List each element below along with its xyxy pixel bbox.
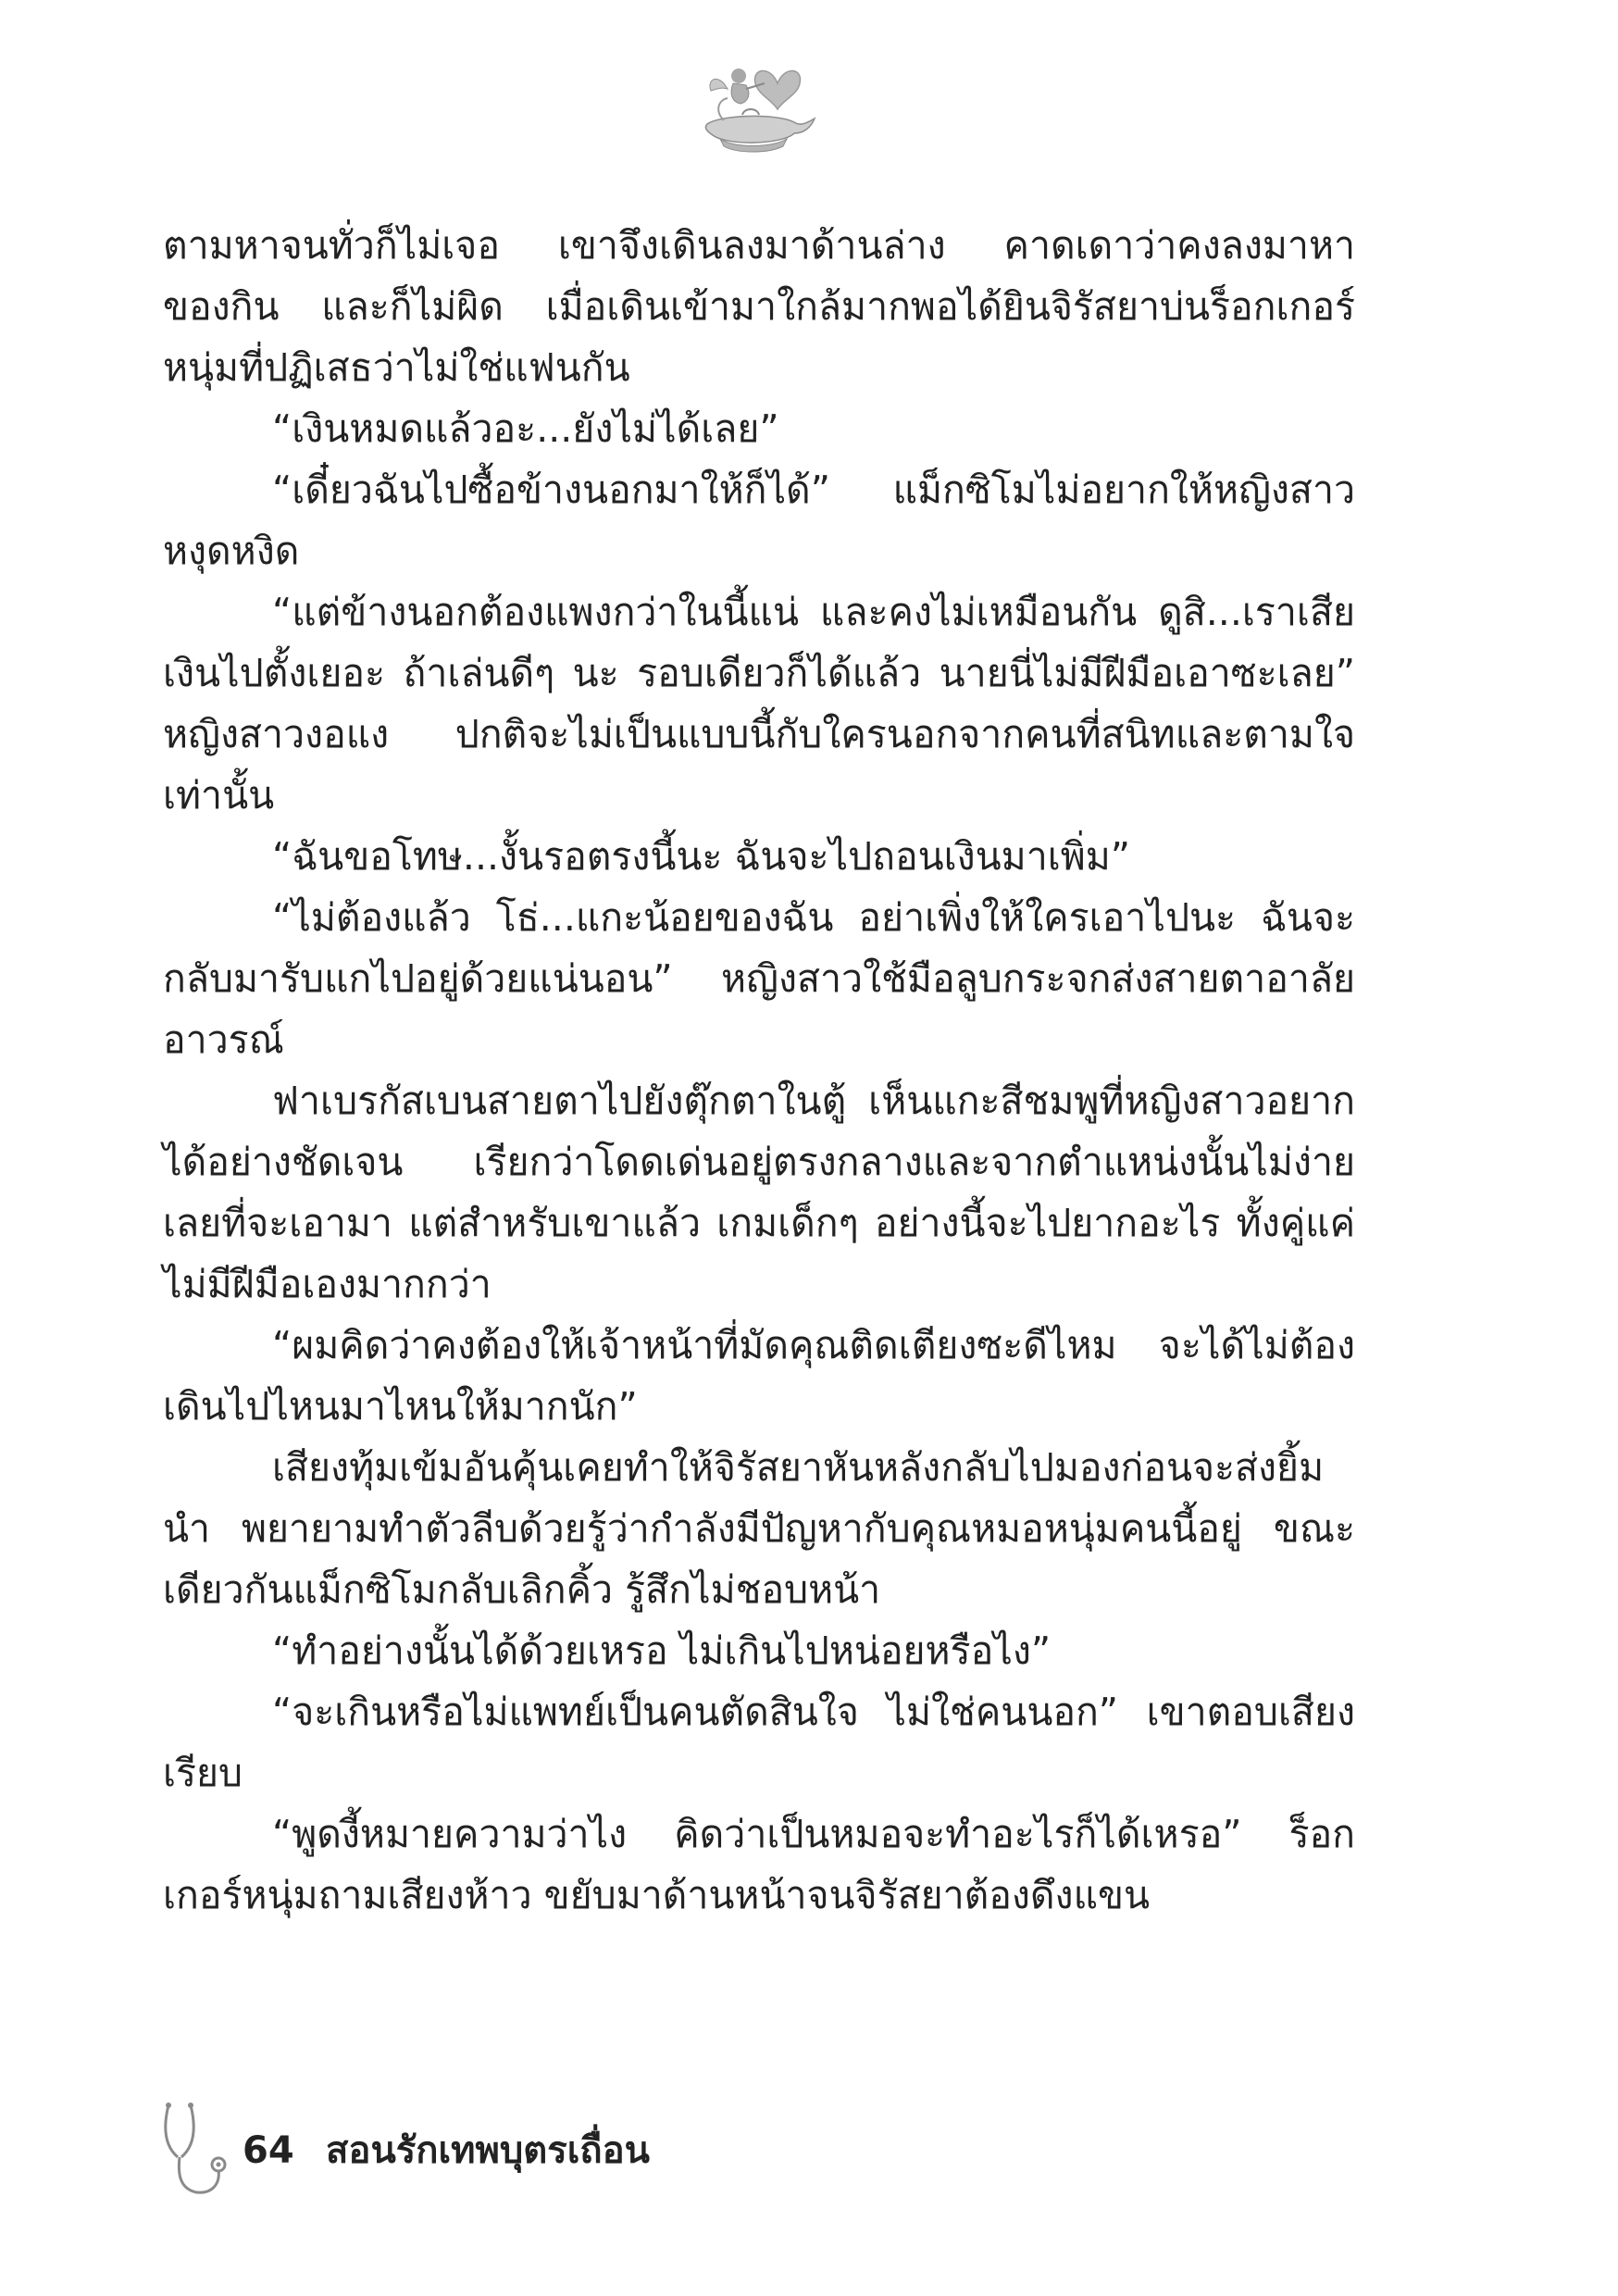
paragraph: “เดี๋ยวฉันไปซื้อข้างนอกมาให้ก็ได้” แม็กซิโมไม่อยากให้หญิงสาวหงุดหงิด	[163, 468, 1355, 573]
paragraph: “เงินหมดแล้วอะ...ยังไม่ได้เลย”	[272, 406, 779, 451]
paragraph: “ทำอย่างนั้นได้ด้วยเหรอ ไม่เกินไปหน่อยหรือไง”	[272, 1628, 1052, 1673]
paragraph: “ผมคิดว่าคงต้องให้เจ้าหน้าที่มัดคุณติดเตียงซะดีไหม จะได้ไม่ต้องเดินไปไหนมาไหนให้มากนัก”	[163, 1323, 1355, 1429]
page-footer	[159, 2100, 992, 2202]
paragraph: “แต่ข้างนอกต้องแพงกว่าในนี้แน่ และคงไม่เหมือนกัน ดูสิ...เราเสียเงินไปตั้งเยอะ ถ้าเล่นดีๆ นะ รอบเดียวก็ได้แล้ว นายนี่ไม่มีฝีมือเอาซะเลย” หญิงสาวงอแง ปกติจะไม่เป็นแบบนี้กับใครนอกจากคนที่สนิทและตามใจเท่านั้น	[163, 590, 1355, 817]
paragraph: “ไม่ต้องแล้ว โธ่...แกะน้อยของฉัน อย่าเพิ่งให้ใครเอาไปนะ ฉันจะกลับมารับแกไปอยู่ด้วยแน่นอน” หญิงสาวใช้มือลูบกระจกส่งสายตาอาลัยอาวรณ์	[163, 895, 1355, 1062]
header-ornament-icon	[687, 56, 826, 157]
paragraph: เสียงทุ้มเข้มอันคุ้นเคยทำให้จิรัสยาหันหลังกลับไปมองก่อนจะส่งยิ้มนำ พยายามทำตัวลีบด้วยรู้ว่ากำลังมีปัญหากับคุณหมอหนุ่มคนนี้อยู่ ขณะเดียวกันแม็กซิโมกลับเลิกคิ้ว รู้สึกไม่ชอบหน้า	[163, 1445, 1355, 1612]
body-text	[163, 215, 1355, 1926]
paragraph: “ฉันขอโทษ...งั้นรอตรงนี้นะ ฉันจะไปถอนเงินมาเพิ่ม”	[272, 834, 1131, 879]
stethoscope-icon	[159, 2100, 243, 2202]
page-number: 64	[243, 2129, 294, 2172]
paragraph: “จะเกินหรือไม่แพทย์เป็นคนตัดสินใจ ไม่ใช่คนนอก” เขาตอบเสียงเรียบ	[163, 1690, 1355, 1795]
book-title: สอนรักเทพบุตรเถื่อน	[326, 2129, 650, 2172]
paragraph: ตามหาจนทั่วก็ไม่เจอ เขาจึงเดินลงมาด้านล่าง คาดเดาว่าคงลงมาหาของกิน และก็ไม่ผิด เมื่อเดินเข้ามาใกล้มากพอได้ยินจิรัสยาบ่นร็อกเกอร์หนุ่มที่ปฏิเสธว่าไม่ใช่แฟนกัน	[163, 223, 1355, 390]
paragraph: ฟาเบรกัสเบนสายตาไปยังตุ๊กตาในตู้ เห็นแกะสีชมพูที่หญิงสาวอยากได้อย่างชัดเจน เรียกว่าโดดเด่นอยู่ตรงกลางและจากตำแหน่งนั้นไม่ง่ายเลยที่จะเอามา แต่สำหรับเขาแล้ว เกมเด็กๆ อย่างนี้จะไปยากอะไร ทั้งคู่แค่ไม่มีฝีมือเองมากกว่า	[163, 1079, 1355, 1306]
paragraph: “พูดงี้หมายความว่าไง คิดว่าเป็นหมอจะทำอะไรก็ได้เหรอ” ร็อกเกอร์หนุ่มถามเสียงห้าว ขยับมาด้านหน้าจนจิรัสยาต้องดึงแขน	[163, 1812, 1355, 1917]
